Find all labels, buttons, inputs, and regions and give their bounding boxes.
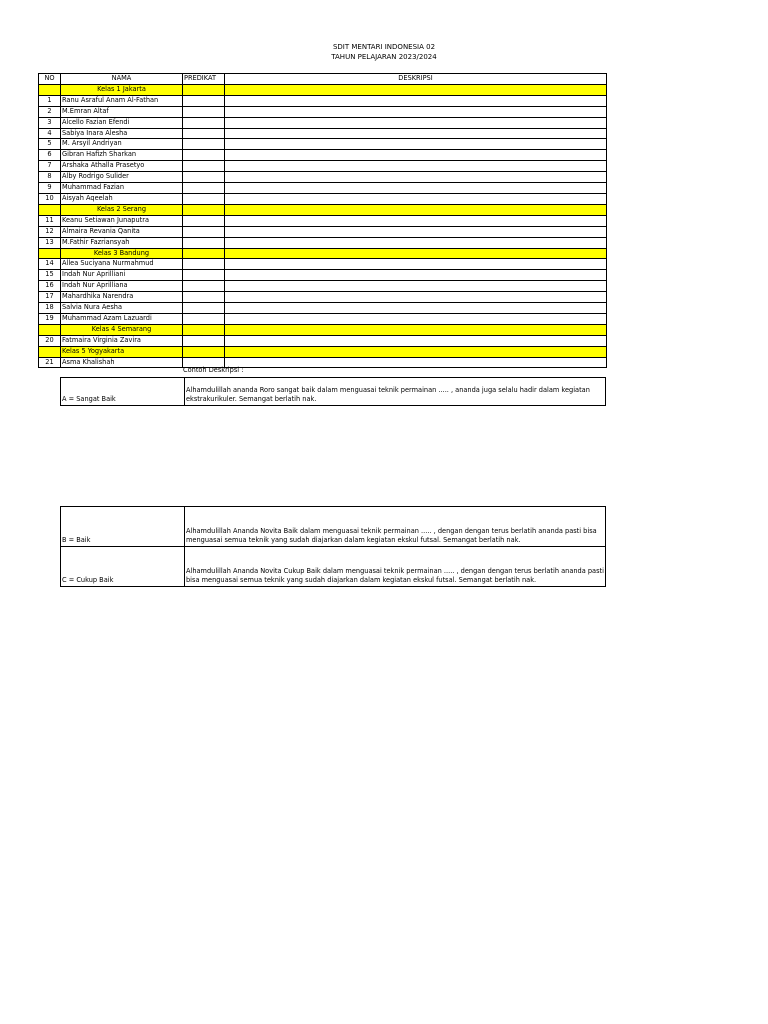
col-header-nama: NAMA bbox=[61, 74, 183, 85]
table-row bbox=[39, 335, 607, 346]
student-name: Alcello Fazian Efendi bbox=[61, 117, 183, 128]
deskripsi-cell bbox=[225, 204, 607, 215]
col-header-no: NO bbox=[39, 74, 61, 85]
student-no: 11 bbox=[39, 215, 61, 226]
student-name: Sabiya Inara Alesha bbox=[61, 128, 183, 139]
table-row bbox=[39, 193, 607, 204]
student-name: Indah Nur Aprilliani bbox=[61, 270, 183, 281]
example-grade-label: B = Baik bbox=[61, 507, 185, 547]
student-no: 5 bbox=[39, 139, 61, 150]
predikat-cell bbox=[183, 248, 225, 259]
deskripsi-cell bbox=[225, 346, 607, 357]
table-row bbox=[39, 117, 607, 128]
table-row bbox=[39, 106, 607, 117]
student-no: 3 bbox=[39, 117, 61, 128]
table-row bbox=[39, 139, 607, 150]
deskripsi-cell bbox=[225, 172, 607, 183]
example-grade-label: C = Cukup Baik bbox=[61, 547, 185, 587]
deskripsi-cell bbox=[225, 139, 607, 150]
class-group-row bbox=[39, 346, 607, 357]
deskripsi-cell bbox=[225, 357, 607, 368]
academic-year: TAHUN PELAJARAN 2023/2024 bbox=[331, 53, 437, 61]
student-table-body bbox=[39, 74, 607, 368]
class-group-label: Kelas 2 Serang bbox=[61, 204, 183, 215]
student-no: 1 bbox=[39, 95, 61, 106]
deskripsi-cell bbox=[225, 215, 607, 226]
group-no-cell bbox=[39, 84, 61, 95]
deskripsi-cell bbox=[225, 193, 607, 204]
deskripsi-cell bbox=[225, 313, 607, 324]
deskripsi-cell bbox=[225, 248, 607, 259]
example-description: Alhamdulillah Ananda Novita Baik dalam menguasai teknik permainan ..... , dengan dengan terus berlatih ananda pasti bisa menguasai semua teknik yang sudah diajarkan dalam kegiatan ekskul futsal. Semangat berlatih nak. bbox=[185, 507, 606, 547]
table-row bbox=[39, 183, 607, 194]
student-no: 15 bbox=[39, 270, 61, 281]
predikat-cell bbox=[183, 346, 225, 357]
predikat-cell bbox=[183, 303, 225, 314]
deskripsi-cell bbox=[225, 324, 607, 335]
predikat-cell bbox=[183, 237, 225, 248]
table-row bbox=[39, 150, 607, 161]
student-no: 17 bbox=[39, 292, 61, 303]
predikat-cell bbox=[183, 84, 225, 95]
student-name: Asma Khalishah bbox=[61, 357, 183, 368]
example-description: Alhamdulillah Ananda Novita Cukup Baik dalam menguasai teknik permainan ..... , dengan dengan terus berlatih ananda pasti bisa menguasai semua teknik yang sudah diajarkan dalam kegiatan ekskul futsal. Semangat berlatih nak. bbox=[185, 547, 606, 587]
table-row bbox=[39, 259, 607, 270]
deskripsi-cell bbox=[225, 95, 607, 106]
predikat-cell bbox=[183, 139, 225, 150]
student-name: Keanu Setiawan Junaputra bbox=[61, 215, 183, 226]
student-name: Almaira Revania Qanita bbox=[61, 226, 183, 237]
student-name: Ranu Asraful Anam Al-Fathan bbox=[61, 95, 183, 106]
group-no-cell bbox=[39, 346, 61, 357]
student-no: 12 bbox=[39, 226, 61, 237]
example-table-bc bbox=[60, 506, 606, 587]
example-description: Alhamdulillah ananda Roro sangat baik dalam menguasai teknik permainan ..... , ananda juga selalu hadir dalam kegiatan ekstrakurikuler. Semangat berlatih nak. bbox=[185, 378, 606, 406]
example-table-a bbox=[60, 377, 606, 406]
student-no: 14 bbox=[39, 259, 61, 270]
predikat-cell bbox=[183, 117, 225, 128]
predikat-cell bbox=[183, 172, 225, 183]
student-name: Muhammad Fazian bbox=[61, 183, 183, 194]
school-name: SDIT MENTARI INDONESIA 02 bbox=[332, 43, 436, 51]
deskripsi-cell bbox=[225, 150, 607, 161]
predikat-cell bbox=[183, 259, 225, 270]
predikat-cell bbox=[183, 183, 225, 194]
deskripsi-cell bbox=[225, 128, 607, 139]
deskripsi-cell bbox=[225, 259, 607, 270]
student-table bbox=[38, 73, 607, 368]
student-no: 19 bbox=[39, 313, 61, 324]
deskripsi-cell bbox=[225, 303, 607, 314]
student-no: 9 bbox=[39, 183, 61, 194]
student-no: 4 bbox=[39, 128, 61, 139]
group-no-cell bbox=[39, 248, 61, 259]
deskripsi-cell bbox=[225, 292, 607, 303]
class-group-row bbox=[39, 324, 607, 335]
student-no: 21 bbox=[39, 357, 61, 368]
predikat-cell bbox=[183, 215, 225, 226]
student-no: 6 bbox=[39, 150, 61, 161]
predikat-cell bbox=[183, 204, 225, 215]
deskripsi-cell bbox=[225, 183, 607, 194]
deskripsi-cell bbox=[225, 237, 607, 248]
table-row bbox=[39, 303, 607, 314]
predikat-cell bbox=[183, 226, 225, 237]
predikat-cell bbox=[183, 335, 225, 346]
student-name: Indah Nur Aprilliana bbox=[61, 281, 183, 292]
deskripsi-cell bbox=[225, 335, 607, 346]
table-row bbox=[39, 128, 607, 139]
table-row bbox=[39, 357, 607, 368]
student-name: Allea Suciyana Nurmahmud bbox=[61, 259, 183, 270]
table-row bbox=[39, 95, 607, 106]
student-name: Muhammad Azam Lazuardi bbox=[61, 313, 183, 324]
student-name: M.Emran Altaf bbox=[61, 106, 183, 117]
example-row bbox=[61, 507, 606, 547]
table-row bbox=[39, 215, 607, 226]
deskripsi-cell bbox=[225, 226, 607, 237]
col-header-deskripsi: DESKRIPSI bbox=[225, 74, 607, 85]
table-row bbox=[39, 292, 607, 303]
student-no: 16 bbox=[39, 281, 61, 292]
student-no: 7 bbox=[39, 161, 61, 172]
table-row bbox=[39, 226, 607, 237]
student-no: 10 bbox=[39, 193, 61, 204]
table-row bbox=[39, 172, 607, 183]
student-no: 20 bbox=[39, 335, 61, 346]
table-row bbox=[39, 161, 607, 172]
student-name: Alby Rodrigo Sulider bbox=[61, 172, 183, 183]
example-grade-label: A = Sangat Baik bbox=[61, 378, 185, 406]
predikat-cell bbox=[183, 128, 225, 139]
table-row bbox=[39, 270, 607, 281]
deskripsi-cell bbox=[225, 84, 607, 95]
example-heading: Contoh Deskripsi : bbox=[183, 366, 244, 374]
example-row bbox=[61, 378, 606, 406]
class-group-label: Kelas 4 Semarang bbox=[61, 324, 183, 335]
class-group-row bbox=[39, 204, 607, 215]
predikat-cell bbox=[183, 281, 225, 292]
deskripsi-cell bbox=[225, 270, 607, 281]
predikat-cell bbox=[183, 161, 225, 172]
student-name: Salvia Nura Aesha bbox=[61, 303, 183, 314]
class-group-label: Kelas 1 Jakarta bbox=[61, 84, 183, 95]
deskripsi-cell bbox=[225, 117, 607, 128]
example-row bbox=[61, 547, 606, 587]
student-name: M.Fathir Fazriansyah bbox=[61, 237, 183, 248]
class-group-row bbox=[39, 84, 607, 95]
student-no: 8 bbox=[39, 172, 61, 183]
table-row bbox=[39, 237, 607, 248]
class-group-row bbox=[39, 248, 607, 259]
predikat-cell bbox=[183, 193, 225, 204]
col-header-predikat: PREDIKAT bbox=[183, 74, 225, 85]
class-group-label: Kelas 5 Yogyakarta bbox=[61, 346, 183, 357]
class-group-label: Kelas 3 Bandung bbox=[61, 248, 183, 259]
predikat-cell bbox=[183, 95, 225, 106]
predikat-cell bbox=[183, 270, 225, 281]
table-row bbox=[39, 313, 607, 324]
student-name: Mahardhika Narendra bbox=[61, 292, 183, 303]
student-no: 13 bbox=[39, 237, 61, 248]
table-row bbox=[39, 281, 607, 292]
predikat-cell bbox=[183, 150, 225, 161]
table-header-row bbox=[39, 74, 607, 85]
student-name: Gibran Hafizh Sharkan bbox=[61, 150, 183, 161]
predikat-cell bbox=[183, 324, 225, 335]
student-no: 2 bbox=[39, 106, 61, 117]
predikat-cell bbox=[183, 106, 225, 117]
predikat-cell bbox=[183, 313, 225, 324]
student-name: Aisyah Aqeelah bbox=[61, 193, 183, 204]
deskripsi-cell bbox=[225, 281, 607, 292]
deskripsi-cell bbox=[225, 161, 607, 172]
predikat-cell bbox=[183, 292, 225, 303]
student-name: Arshaka Athalla Prasetyo bbox=[61, 161, 183, 172]
deskripsi-cell bbox=[225, 106, 607, 117]
student-no: 18 bbox=[39, 303, 61, 314]
group-no-cell bbox=[39, 324, 61, 335]
student-name: M. Arsyil Andriyan bbox=[61, 139, 183, 150]
student-name: Fatmaira Virginia Zavira bbox=[61, 335, 183, 346]
group-no-cell bbox=[39, 204, 61, 215]
